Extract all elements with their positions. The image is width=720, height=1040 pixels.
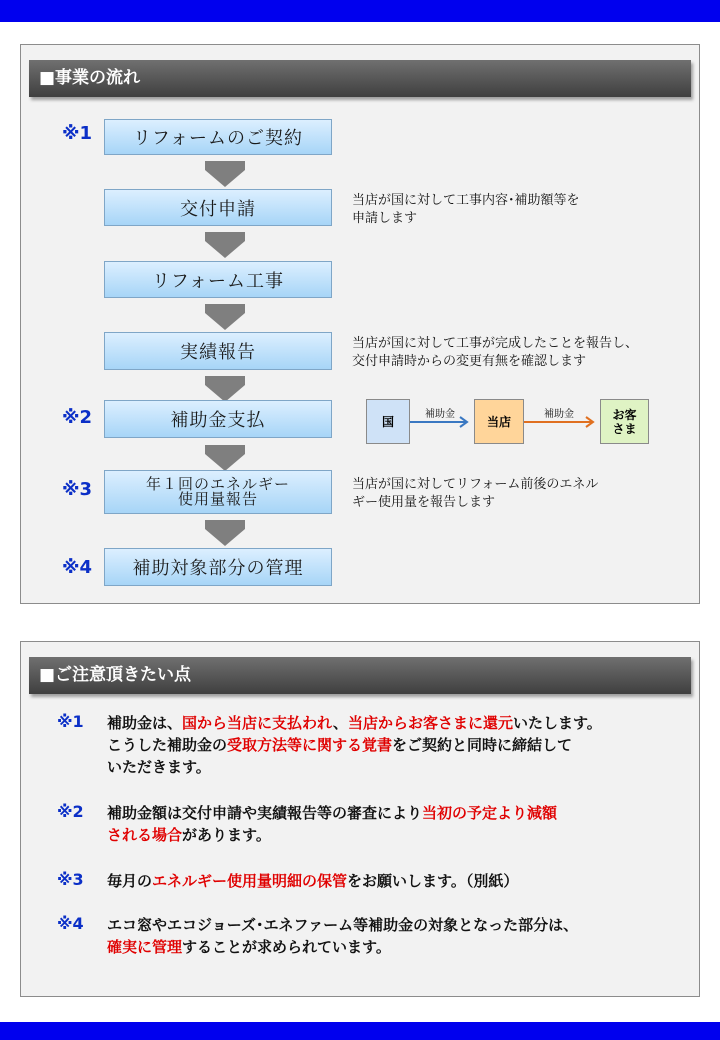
step-mark-2: ※2: [62, 407, 93, 428]
note-mark: ※2: [57, 802, 84, 821]
note-line: [107, 712, 677, 734]
flow-label-subsidy-2: 補助金: [544, 409, 574, 420]
note-mark: ※1: [57, 712, 84, 731]
step-mark-3: ※3: [62, 479, 93, 500]
down-arrow-icon: [205, 445, 245, 471]
note-segment: こうした補助金の: [107, 736, 228, 754]
note-highlight: される場合: [107, 826, 183, 844]
step-construction: リフォーム工事: [104, 261, 332, 298]
step-report: 実績報告: [104, 332, 332, 370]
note-highlight: 当店からお客さまに還元: [347, 714, 513, 732]
note-highlight: 当初の予定より減額: [422, 804, 558, 822]
note-segment: エコ窓やエコジョーズ･エネファーム等補助金の対象となった部分は、: [107, 916, 579, 934]
top-bar: [0, 0, 720, 22]
step-management: 補助対象部分の管理: [104, 548, 332, 586]
step-contract: リフォームのご契約: [104, 119, 332, 155]
note-segment: することが求められています。: [182, 938, 391, 956]
step-energy-report-desc: 当店が国に対してリフォーム前後のエネル ギー使用量を報告します: [352, 477, 599, 510]
note-segment: いただきます。: [107, 758, 211, 776]
note-highlight: 国から当店に支払われ: [182, 714, 333, 732]
note-mark: ※3: [57, 870, 84, 889]
flow-node-store: 当店: [474, 399, 524, 444]
note-segment: をご契約と同時に締結して: [392, 736, 573, 754]
note-highlight: エネルギー使用量明細の保管: [152, 872, 348, 890]
note-line: [107, 936, 677, 958]
right-arrow-icon: [410, 415, 474, 429]
step-application: 交付申請: [104, 189, 332, 226]
note-mark: ※4: [57, 914, 84, 933]
step-energy-report: 年１回のエネルギー 使用量報告: [104, 470, 332, 514]
bottom-bar: [0, 1022, 720, 1040]
right-arrow-icon: [524, 415, 600, 429]
flow-label-subsidy-1: 補助金: [425, 409, 455, 420]
note-highlight: 確実に管理: [107, 938, 183, 956]
down-arrow-icon: [205, 304, 245, 330]
note-line: [107, 802, 677, 824]
note-text: [107, 870, 677, 892]
note-line: [107, 756, 677, 778]
note-text: [107, 712, 677, 778]
down-arrow-icon: [205, 161, 245, 187]
note-segment: 補助金は、: [107, 714, 183, 732]
step-mark-1: ※1: [62, 123, 93, 144]
step-application-desc: 当店が国に対して工事内容･補助額等を 申請します: [352, 193, 580, 226]
note-line: [107, 870, 677, 892]
notes-panel: [20, 641, 700, 997]
down-arrow-icon: [205, 376, 245, 402]
note-segment: いたします。: [512, 714, 602, 732]
note-segment: 、: [332, 714, 348, 732]
section-title-flow: ■事業の流れ: [29, 60, 691, 97]
step-mark-4: ※4: [62, 557, 93, 578]
note-line: [107, 824, 677, 846]
note-segment: をお願いします。（別紙）: [347, 872, 519, 890]
flow-node-customer: お客 さま: [600, 399, 649, 444]
flow-node-country: 国: [366, 399, 410, 444]
note-segment: 毎月の: [107, 872, 153, 890]
down-arrow-icon: [205, 232, 245, 258]
note-text: [107, 914, 677, 958]
note-highlight: 受取方法等に関する覚書: [227, 736, 393, 754]
step-report-desc: 当店が国に対して工事が完成したことを報告し、 交付申請時からの変更有無を確認します: [352, 336, 639, 369]
business-flow-panel: [20, 44, 700, 604]
note-line: [107, 734, 677, 756]
step-payment: 補助金支払: [104, 400, 332, 438]
note-segment: 補助金額は交付申請や実績報告等の審査により: [107, 804, 423, 822]
note-line: [107, 914, 677, 936]
down-arrow-icon: [205, 520, 245, 546]
note-text: [107, 802, 677, 846]
section-title-notes: ■ご注意頂きたい点: [29, 657, 691, 694]
note-segment: があります。: [182, 826, 271, 844]
